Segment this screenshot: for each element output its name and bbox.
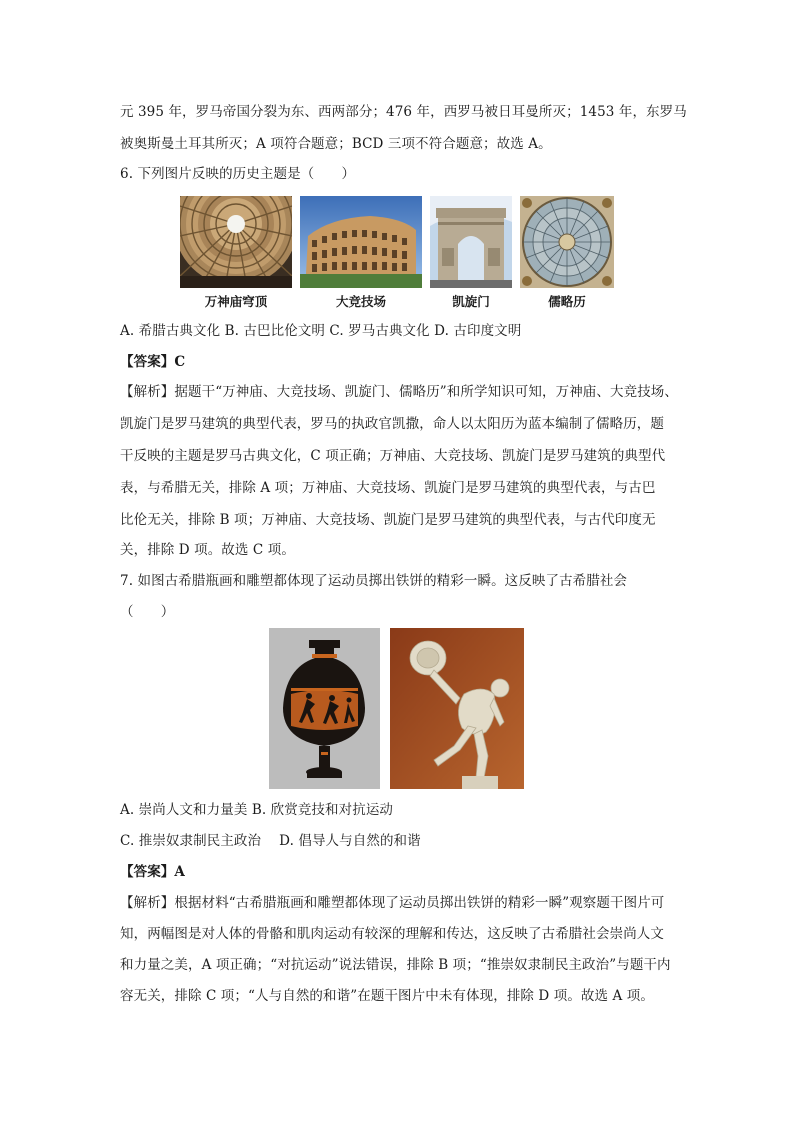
text-line: 被奥斯曼土耳其所灭；A 项符合题意；BCD 三项不符合题意；故选 A。 <box>120 136 552 152</box>
arc-de-triomphe-image <box>430 196 512 288</box>
question-7-explanation: 容无关，排除 C 项；“人与自然的和谐”在题干图片中未有体现，排除 D 项。故选 A 项。 <box>120 988 654 1004</box>
caption-pantheon: 万神庙穹顶 <box>204 294 268 309</box>
question-7-explanation: 【解析】根据材料“古希腊瓶画和雕塑都体现了运动员掷出铁饼的精彩一瞬”观察题干图片可 <box>120 895 665 911</box>
text-line: 元 395 年，罗马帝国分裂为东、西两部分；476 年，西罗马被日耳曼所灭；1453 年，东罗马 <box>120 104 687 120</box>
question-6-explanation: 关，排除 D 项。故选 C 项。 <box>120 542 295 558</box>
colosseum-image <box>300 196 422 288</box>
caption-arc: 凯旋门 <box>452 294 490 309</box>
question-6-explanation: 表，与希腊无关，排除 A 项；万神庙、大竞技场、凯旋门是罗马建筑的典型代表，与古巴 <box>120 480 656 496</box>
question-6-explanation: 凯旋门是罗马建筑的典型代表，罗马的执政官凯撒，命人以太阳历为蓝本编制了儒略历，题 <box>120 416 664 432</box>
question-7-explanation: 知，两幅图是对人体的骨骼和肌肉运动有较深的理解和传达，这反映了古希腊社会崇尚人文 <box>120 926 664 942</box>
pantheon-dome-image <box>180 196 292 288</box>
question-6-explanation: 【解析】据题干“万神庙、大竞技场、凯旋门、儒略历”和所学知识可知，万神庙、大竞技场、 <box>120 384 679 400</box>
question-6-answer: 【答案】C <box>120 354 186 370</box>
question-7-explanation: 和力量之美，A 项正确；“对抗运动”说法错误，排除 B 项；“推崇奴隶制民主政治”与题干内 <box>120 957 671 973</box>
question-6-options: A. 希腊古典文化 B. 古巴比伦文明 C. 罗马古典文化 D. 古印度文明 <box>120 323 522 339</box>
caption-calendar: 儒略历 <box>548 294 586 309</box>
question-7-options-1: A. 崇尚人文和力量美 B. 欣赏竞技和对抗运动 <box>120 802 394 818</box>
question-6-explanation: 比伦无关，排除 B 项；万神庙、大竞技场、凯旋门是罗马建筑的典型代表，与古代印度无 <box>120 512 656 528</box>
discobolus-statue-image <box>390 628 524 789</box>
question-6-explanation: 干反映的主题是罗马古典文化，C 项正确；万神庙、大竞技场、凯旋门是罗马建筑的典型代 <box>120 448 666 464</box>
question-7-bracket: （ ） <box>120 604 175 620</box>
question-7-options-2: C. 推崇奴隶制民主政治 D. 倡导人与自然的和谐 <box>120 833 421 849</box>
question-6: 6. 下列图片反映的历史主题是（ ） <box>120 166 356 182</box>
question-7: 7. 如图古希腊瓶画和雕塑都体现了运动员掷出铁饼的精彩一瞬。这反映了古希腊社会 <box>120 573 628 589</box>
greek-vase-image <box>269 628 380 789</box>
julian-calendar-image <box>520 196 614 288</box>
question-7-answer: 【答案】A <box>120 864 185 880</box>
caption-colosseum: 大竞技场 <box>335 294 386 309</box>
